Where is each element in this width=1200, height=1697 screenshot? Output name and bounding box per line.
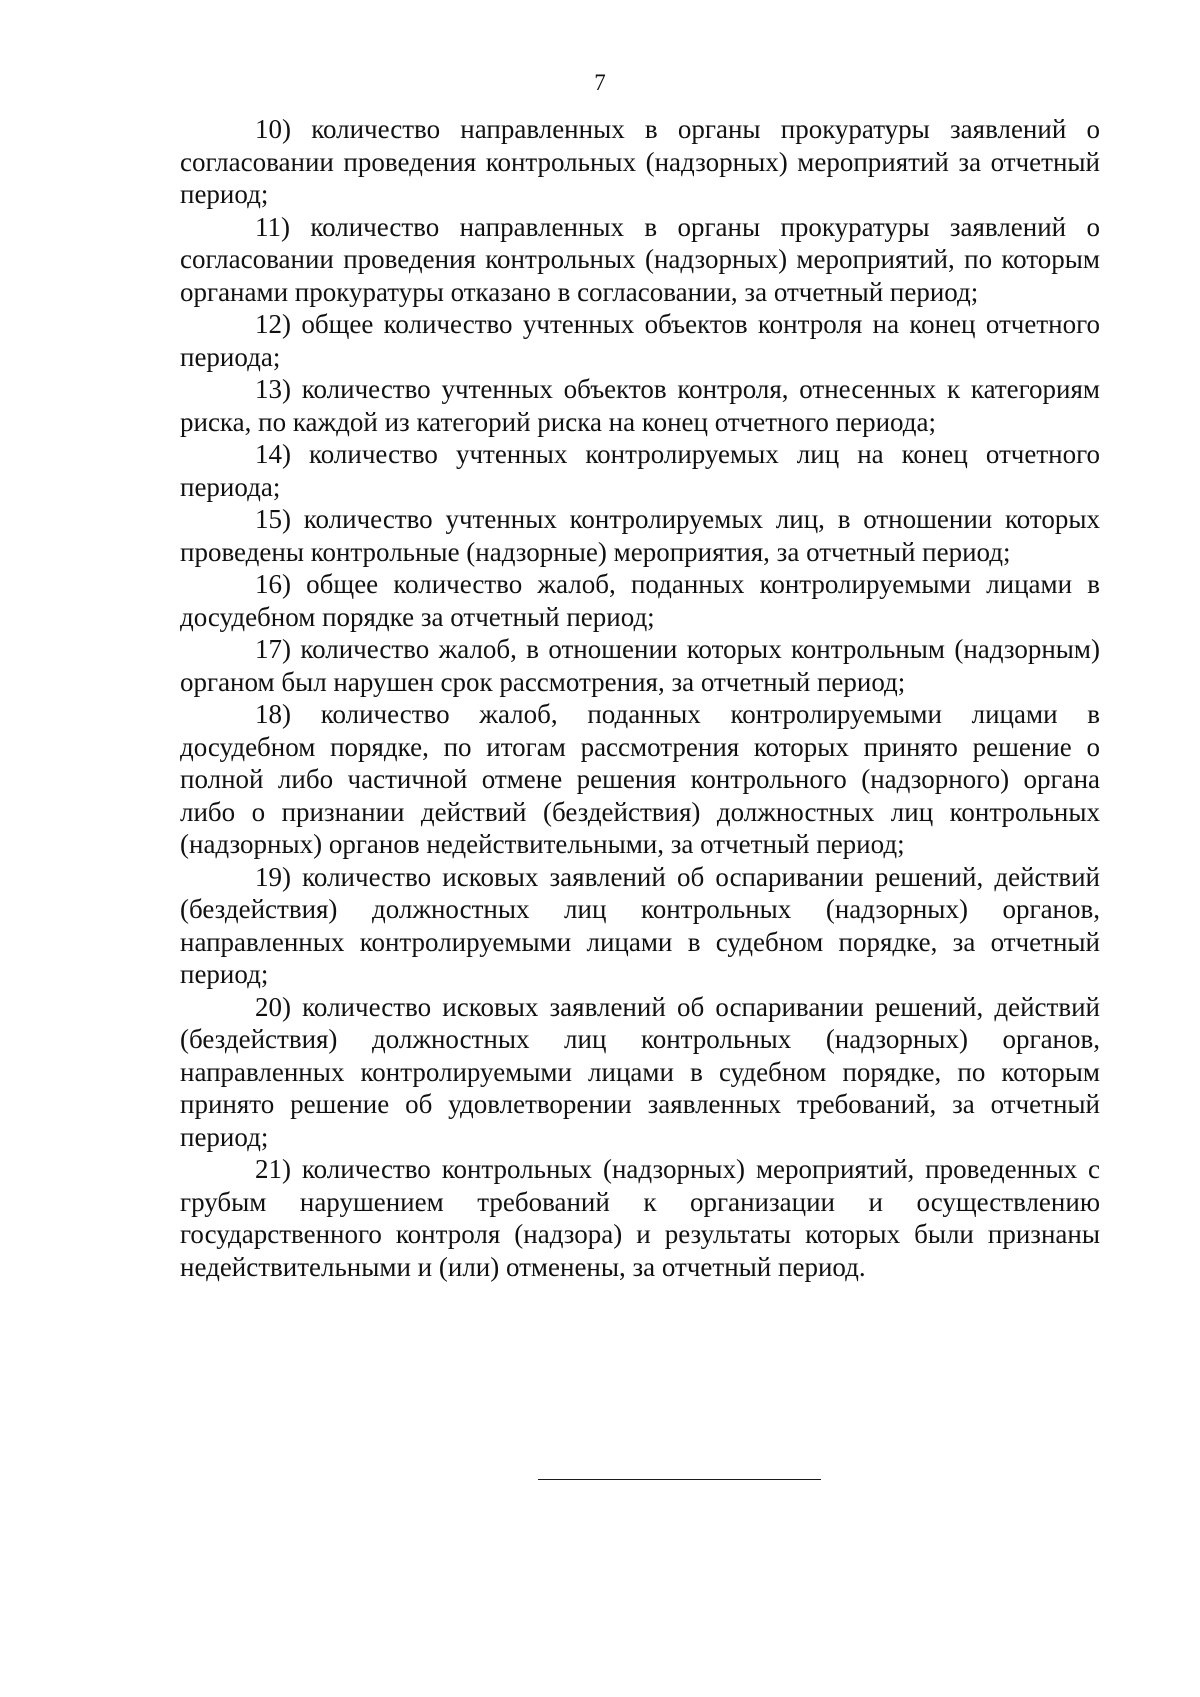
list-item-16: 16) общее количество жалоб, поданных контролируемыми лицами в досудебном порядке за отчетный период; — [180, 569, 1100, 632]
list-item-12: 12) общее количество учтенных объектов контроля на конец отчетного периода; — [180, 309, 1100, 372]
list-item-13: 13) количество учтенных объектов контроля, отнесенных к категориям риска, по каждой из категорий риска на конец отчетного периода; — [180, 374, 1100, 437]
document-body — [180, 113, 1100, 1283]
list-item-18: 18) количество жалоб, поданных контролируемыми лицами в досудебном порядке, по итогам рассмотрения которых принято решение о полной либо частичной отмене решения контрольного (надзорного) органа либо о признании действий (бездействия) должностных лиц контрольных (надзорных) органов недействительными, за отчетный период; — [180, 699, 1100, 859]
list-item-17: 17) количество жалоб, в отношении которых контрольным (надзорным) органом был нарушен срок рассмотрения, за отчетный период; — [180, 634, 1100, 697]
list-item-15: 15) количество учтенных контролируемых лиц, в отношении которых проведены контрольные (надзорные) мероприятия, за отчетный период; — [180, 504, 1100, 567]
list-item-10: 10) количество направленных в органы прокуратуры заявлений о согласовании проведения контрольных (надзорных) мероприятий за отчетный период; — [180, 114, 1100, 209]
end-of-document-rule — [538, 1479, 821, 1480]
list-item-19: 19) количество исковых заявлений об оспаривании решений, действий (бездействия) должностных лиц контрольных (надзорных) органов, направленных контролируемыми лицами в судебном порядке, за отчетный период; — [180, 861, 1100, 989]
list-item-21: 21) количество контрольных (надзорных) мероприятий, проведенных с грубым нарушением требований к организации и осуществлению государственного контроля (надзора) и результаты которых были признаны недействительными и (или) отменены, за отчетный период. — [180, 1154, 1100, 1282]
list-item-14: 14) количество учтенных контролируемых лиц на конец отчетного периода; — [180, 439, 1100, 502]
list-item-20: 20) количество исковых заявлений об оспаривании решений, действий (бездействия) должностных лиц контрольных (надзорных) органов, направленных контролируемыми лицами в судебном порядке, по которым принято решение об удовлетворении заявленных требований, за отчетный период; — [180, 991, 1100, 1152]
list-item-11: 11) количество направленных в органы прокуратуры заявлений о согласовании проведения контрольных (надзорных) мероприятий, по которым органами прокуратуры отказано в согласовании, за отчетный период; — [180, 211, 1100, 307]
page-number: 7 — [594, 70, 606, 95]
